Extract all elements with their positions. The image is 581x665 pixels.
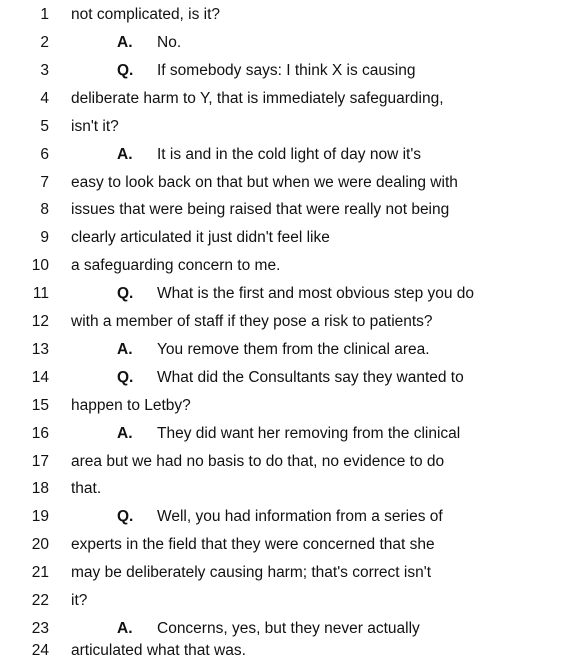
transcript-line	[0, 224, 581, 252]
line-number: 20	[31, 536, 49, 553]
line-number: 13	[31, 341, 49, 358]
transcript-line	[0, 531, 581, 559]
line-number: 19	[31, 508, 49, 525]
transcript-line	[0, 559, 581, 587]
line-number: 18	[31, 480, 49, 497]
line-number: 24	[31, 642, 49, 659]
line-number: 9	[40, 229, 49, 246]
speaker-label: A.	[117, 620, 133, 637]
line-text: easy to look back on that but when we were dealing with	[71, 174, 458, 191]
speaker-label: Q.	[117, 285, 134, 302]
line-number: 1	[40, 6, 49, 23]
line-number: 12	[31, 313, 49, 330]
line-text: clearly articulated it just didn't feel like	[71, 229, 330, 246]
line-text: No.	[157, 34, 182, 51]
line-text: a safeguarding concern to me.	[71, 257, 281, 274]
line-number: 4	[40, 90, 49, 107]
line-text: experts in the field that they were concerned that she	[71, 536, 435, 553]
transcript-line	[0, 1, 581, 29]
line-number: 16	[31, 425, 49, 442]
line-number: 3	[40, 62, 49, 79]
line-text: with a member of staff if they pose a risk to patients?	[71, 313, 433, 330]
transcript-line	[0, 503, 581, 531]
transcript-line	[0, 475, 581, 503]
transcript-line	[0, 57, 581, 85]
line-text: happen to Letby?	[71, 397, 191, 414]
transcript-line	[0, 308, 581, 336]
transcript-line	[0, 85, 581, 113]
transcript-line	[0, 448, 581, 476]
transcript-line	[0, 392, 581, 420]
line-number: 7	[40, 174, 49, 191]
transcript-line	[0, 364, 581, 392]
transcript-line	[0, 141, 581, 169]
transcript-line	[0, 637, 581, 665]
line-text: Concerns, yes, but they never actually	[157, 620, 420, 637]
line-text: If somebody says: I think X is causing	[157, 62, 416, 79]
line-text: isn't it?	[71, 118, 119, 135]
transcript-line	[0, 280, 581, 308]
line-text: area but we had no basis to do that, no evidence to do	[71, 453, 445, 470]
transcript-line	[0, 169, 581, 197]
transcript-line	[0, 29, 581, 57]
line-number: 5	[40, 118, 49, 135]
line-text: articulated what that was.	[71, 642, 246, 659]
transcript-line	[0, 252, 581, 280]
line-number: 2	[40, 34, 49, 51]
line-text: They did want her removing from the clinical	[157, 425, 461, 442]
speaker-label: A.	[117, 341, 133, 358]
speaker-label: Q.	[117, 508, 134, 525]
transcript-line	[0, 196, 581, 224]
transcript-line	[0, 336, 581, 364]
speaker-label: A.	[117, 146, 133, 163]
line-number: 6	[40, 146, 49, 163]
line-text: that.	[71, 480, 102, 497]
line-text: It is and in the cold light of day now it's	[157, 146, 422, 163]
line-number: 21	[31, 564, 49, 581]
line-text: not complicated, is it?	[71, 6, 221, 23]
transcript-line	[0, 587, 581, 615]
transcript-line	[0, 113, 581, 141]
line-text: What is the first and most obvious step you do	[157, 285, 475, 302]
line-text: may be deliberately causing harm; that's correct isn't	[71, 564, 431, 581]
line-number: 23	[31, 620, 49, 637]
line-number: 17	[31, 453, 49, 470]
speaker-label: A.	[117, 425, 133, 442]
line-number: 14	[31, 369, 49, 386]
line-number: 10	[31, 257, 49, 274]
speaker-label: A.	[117, 34, 133, 51]
line-text: issues that were being raised that were really not being	[71, 201, 450, 218]
line-number: 22	[31, 592, 49, 609]
transcript-line	[0, 420, 581, 448]
line-text: deliberate harm to Y, that is immediately safeguarding,	[71, 90, 444, 107]
speaker-label: Q.	[117, 369, 134, 386]
line-number: 11	[32, 285, 49, 302]
line-text: You remove them from the clinical area.	[157, 341, 430, 358]
line-text: Well, you had information from a series of	[157, 508, 443, 525]
line-number: 15	[31, 397, 49, 414]
speaker-label: Q.	[117, 62, 134, 79]
line-text: What did the Consultants say they wanted to	[157, 369, 464, 386]
line-number: 8	[40, 201, 49, 218]
line-text: it?	[71, 592, 88, 609]
